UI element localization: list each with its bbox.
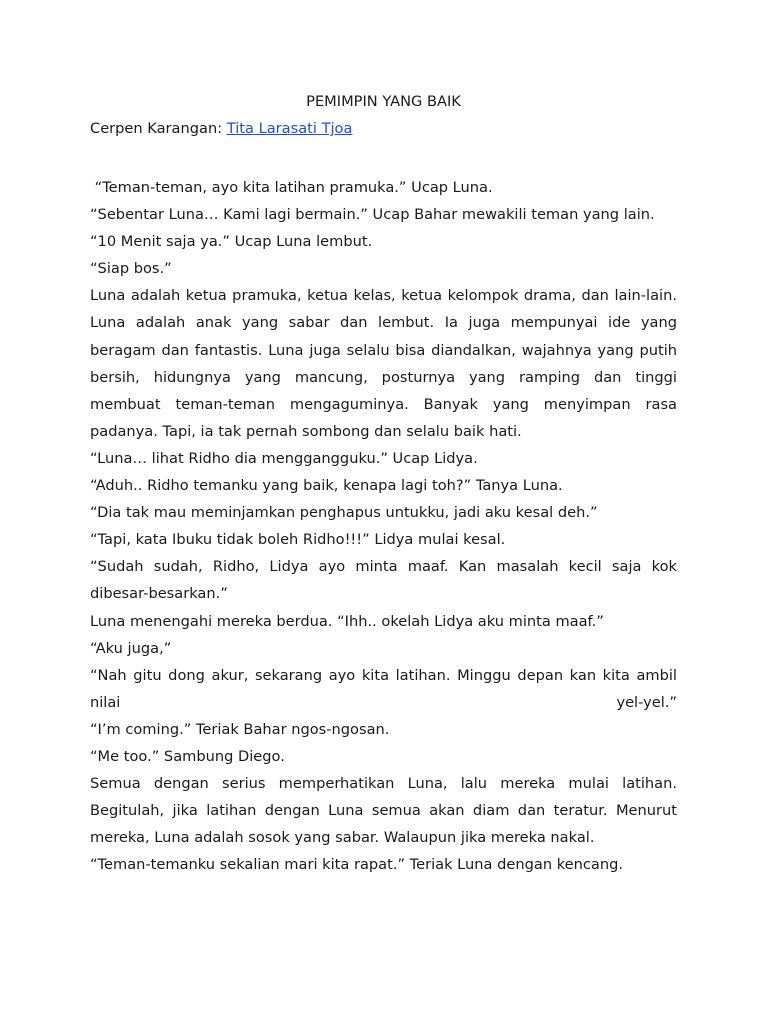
paragraph: Luna adalah ketua pramuka, ketua kelas, ketua kelompok drama, dan lain-lain. Luna adalah anak yang sabar dan lembut. Ia juga mempunyai ide yang beragam dan fantastis. Luna juga selalu bisa diandalkan, wajahnya yang putih bersih, hidungnya yang mancung, posturnya yang ramping dan tinggi membuat teman-teman mengaguminya. Banyak yang menyimpan rasa padanya. Tapi, ia tak pernah sombong dan selalu baik hati. xyxy=(90,287,677,440)
paragraph: “10 Menit saja ya.” Ucap Luna lembut. xyxy=(90,233,373,251)
paragraph: “Aduh.. Ridho temanku yang baik, kenapa lagi toh?” Tanya Luna. xyxy=(90,477,563,495)
paragraph: Semua dengan serius memperhatikan Luna, lalu mereka mulai latihan. Begitulah, jika latihan dengan Luna semua akan diam dan teratur. Menurut mereka, Luna adalah sosok yang sabar. Walaupun jika mereka nakal. xyxy=(90,775,677,847)
story-body xyxy=(90,174,677,878)
author-link[interactable]: Tita Larasati Tjoa xyxy=(226,120,353,137)
split-right-text: yel-yel.” xyxy=(616,693,677,711)
paragraph: Luna menengahi mereka berdua. “Ihh.. okelah Lidya aku minta maaf.” xyxy=(90,612,604,630)
paragraph: “Siap bos.” xyxy=(90,260,172,278)
author-line xyxy=(90,119,677,139)
paragraph: “Luna… lihat Ridho dia menggangguku.” Ucap Lidya. xyxy=(90,449,478,467)
paragraph: “Teman-teman, ayo kita latihan pramuka.” Ucap Luna. xyxy=(90,179,493,196)
author-label: Cerpen Karangan: xyxy=(90,120,227,137)
paragraph: “Me too.” Sambung Diego. xyxy=(90,747,285,765)
paragraph: “Sudah sudah, Ridho, Lidya ayo minta maaf. Kan masalah kecil saja kok dibesar-besarkan.” xyxy=(90,558,677,603)
paragraph-split-line xyxy=(90,689,677,716)
split-left-text: nilai xyxy=(90,693,121,711)
paragraph: “Aku juga,” xyxy=(90,639,172,657)
paragraph: “Nah gitu dong akur, sekarang ayo kita latihan. Minggu depan kan kita ambil xyxy=(90,666,677,684)
paragraph: “Teman-temanku sekalian mari kita rapat.” Teriak Luna dengan kencang. xyxy=(90,856,623,874)
story-title: PEMIMPIN YANG BAIK xyxy=(306,93,461,110)
paragraph: “Tapi, kata Ibuku tidak boleh Ridho!!!” Lidya mulai kesal. xyxy=(90,531,506,549)
paragraph: “I’m coming.” Teriak Bahar ngos-ngosan. xyxy=(90,720,390,738)
paragraph: “Dia tak mau meminjamkan penghapus untukku, jadi aku kesal deh.” xyxy=(90,504,598,522)
paragraph: “Sebentar Luna… Kami lagi bermain.” Ucap Bahar mewakili teman yang lain. xyxy=(90,206,655,224)
